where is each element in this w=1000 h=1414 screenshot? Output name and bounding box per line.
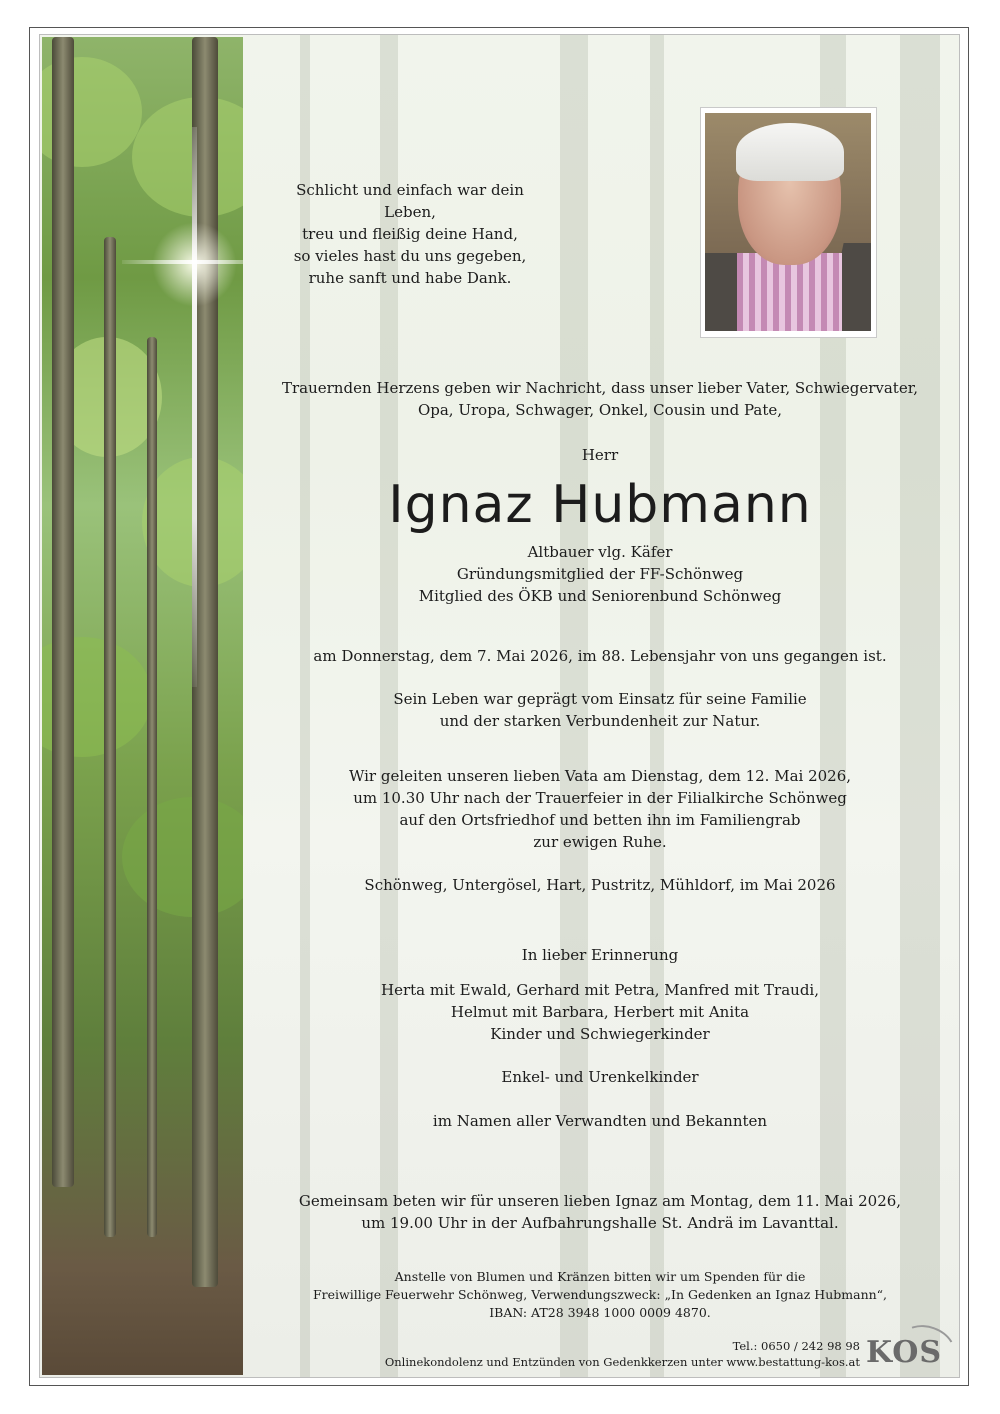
funeral-text (243, 765, 957, 853)
life-line: Sein Leben war geprägt vom Einsatz für seine Familie (393, 690, 807, 708)
intro-line: Trauernden Herzens geben wir Nachricht, dass unser lieber Vater, Schwiegervater, (281, 379, 919, 397)
salutation: Herr (581, 446, 619, 464)
poem-line: treu und fleißig deine Hand, (302, 225, 518, 243)
poem-line: so vieles hast du uns gegeben, (293, 247, 527, 265)
memory-heading: In lieber Erinnerung (521, 946, 679, 964)
prayer-line: Gemeinsam beten wir für unseren lieben Ignaz am Montag, dem 11. Mai 2026, (298, 1192, 902, 1210)
deceased-name: Ignaz Hubmann (388, 475, 812, 535)
kos-logo: KOS (866, 1335, 943, 1370)
title-line: Mitglied des ÖKB und Seniorenbund Schönweg (418, 587, 782, 605)
poem-line: ruhe sanft und habe Dank. (308, 269, 512, 287)
prayer-line: um 19.00 Uhr in der Aufbahrungshalle St. Andrä im Lavanttal. (361, 1214, 839, 1232)
titles (243, 541, 957, 607)
family-line: Helmut mit Barbara, Herbert mit Anita (450, 1003, 750, 1021)
life-text (243, 688, 957, 732)
intro-line: Opa, Uropa, Schwager, Onkel, Cousin und Pate, (417, 401, 783, 419)
title-line: Altbauer vlg. Käfer (527, 543, 673, 561)
donation-text (243, 1268, 957, 1322)
donation-line: IBAN: AT28 3948 1000 0009 4870. (489, 1305, 711, 1320)
prayer-text (243, 1190, 957, 1234)
life-line: und der starken Verbundenheit zur Natur. (439, 712, 761, 730)
family-line: Herta mit Ewald, Gerhard mit Petra, Manfred mit Traudi, (380, 981, 819, 999)
place-date: Schönweg, Untergösel, Hart, Pustritz, Mühldorf, im Mai 2026 (364, 876, 836, 894)
title-line: Gründungsmitglied der FF-Schönweg (456, 565, 744, 583)
funeral-line: Wir geleiten unseren lieben Vata am Dienstag, dem 12. Mai 2026, (348, 767, 852, 785)
portrait-photo (705, 113, 871, 331)
donation-line: Freiwillige Feuerwehr Schönweg, Verwendungszweck: „In Gedenken an Ignaz Hubmann“, (312, 1287, 888, 1302)
cross-icon (192, 127, 197, 687)
contact-online: Onlinekondolenz und Entzünden von Gedenkkerzen unter www.bestattung-kos.at (384, 1355, 860, 1369)
death-notice: am Donnerstag, dem 7. Mai 2026, im 88. Lebensjahr von uns gegangen ist. (313, 647, 887, 665)
grandchildren: Enkel- und Urenkelkinder (501, 1068, 699, 1086)
funeral-line: zur ewigen Ruhe. (533, 833, 667, 851)
contact-phone: Tel.: 0650 / 242 98 98 (732, 1339, 860, 1353)
relatives: im Namen aller Verwandten und Bekannten (432, 1112, 768, 1130)
intro-text (243, 377, 957, 421)
poem (290, 179, 530, 289)
family-line: Kinder und Schwiegerkinder (490, 1025, 710, 1043)
donation-line: Anstelle von Blumen und Kränzen bitten wir um Spenden für die (394, 1269, 806, 1284)
funeral-line: um 10.30 Uhr nach der Trauerfeier in der Filialkirche Schönweg (353, 789, 847, 807)
poem-line: Schlicht und einfach war dein Leben, (296, 181, 524, 221)
family-list (243, 979, 957, 1045)
forest-image-with-cross (42, 37, 243, 1375)
funeral-line: auf den Ortsfriedhof und betten ihn im Familiengrab (399, 811, 801, 829)
